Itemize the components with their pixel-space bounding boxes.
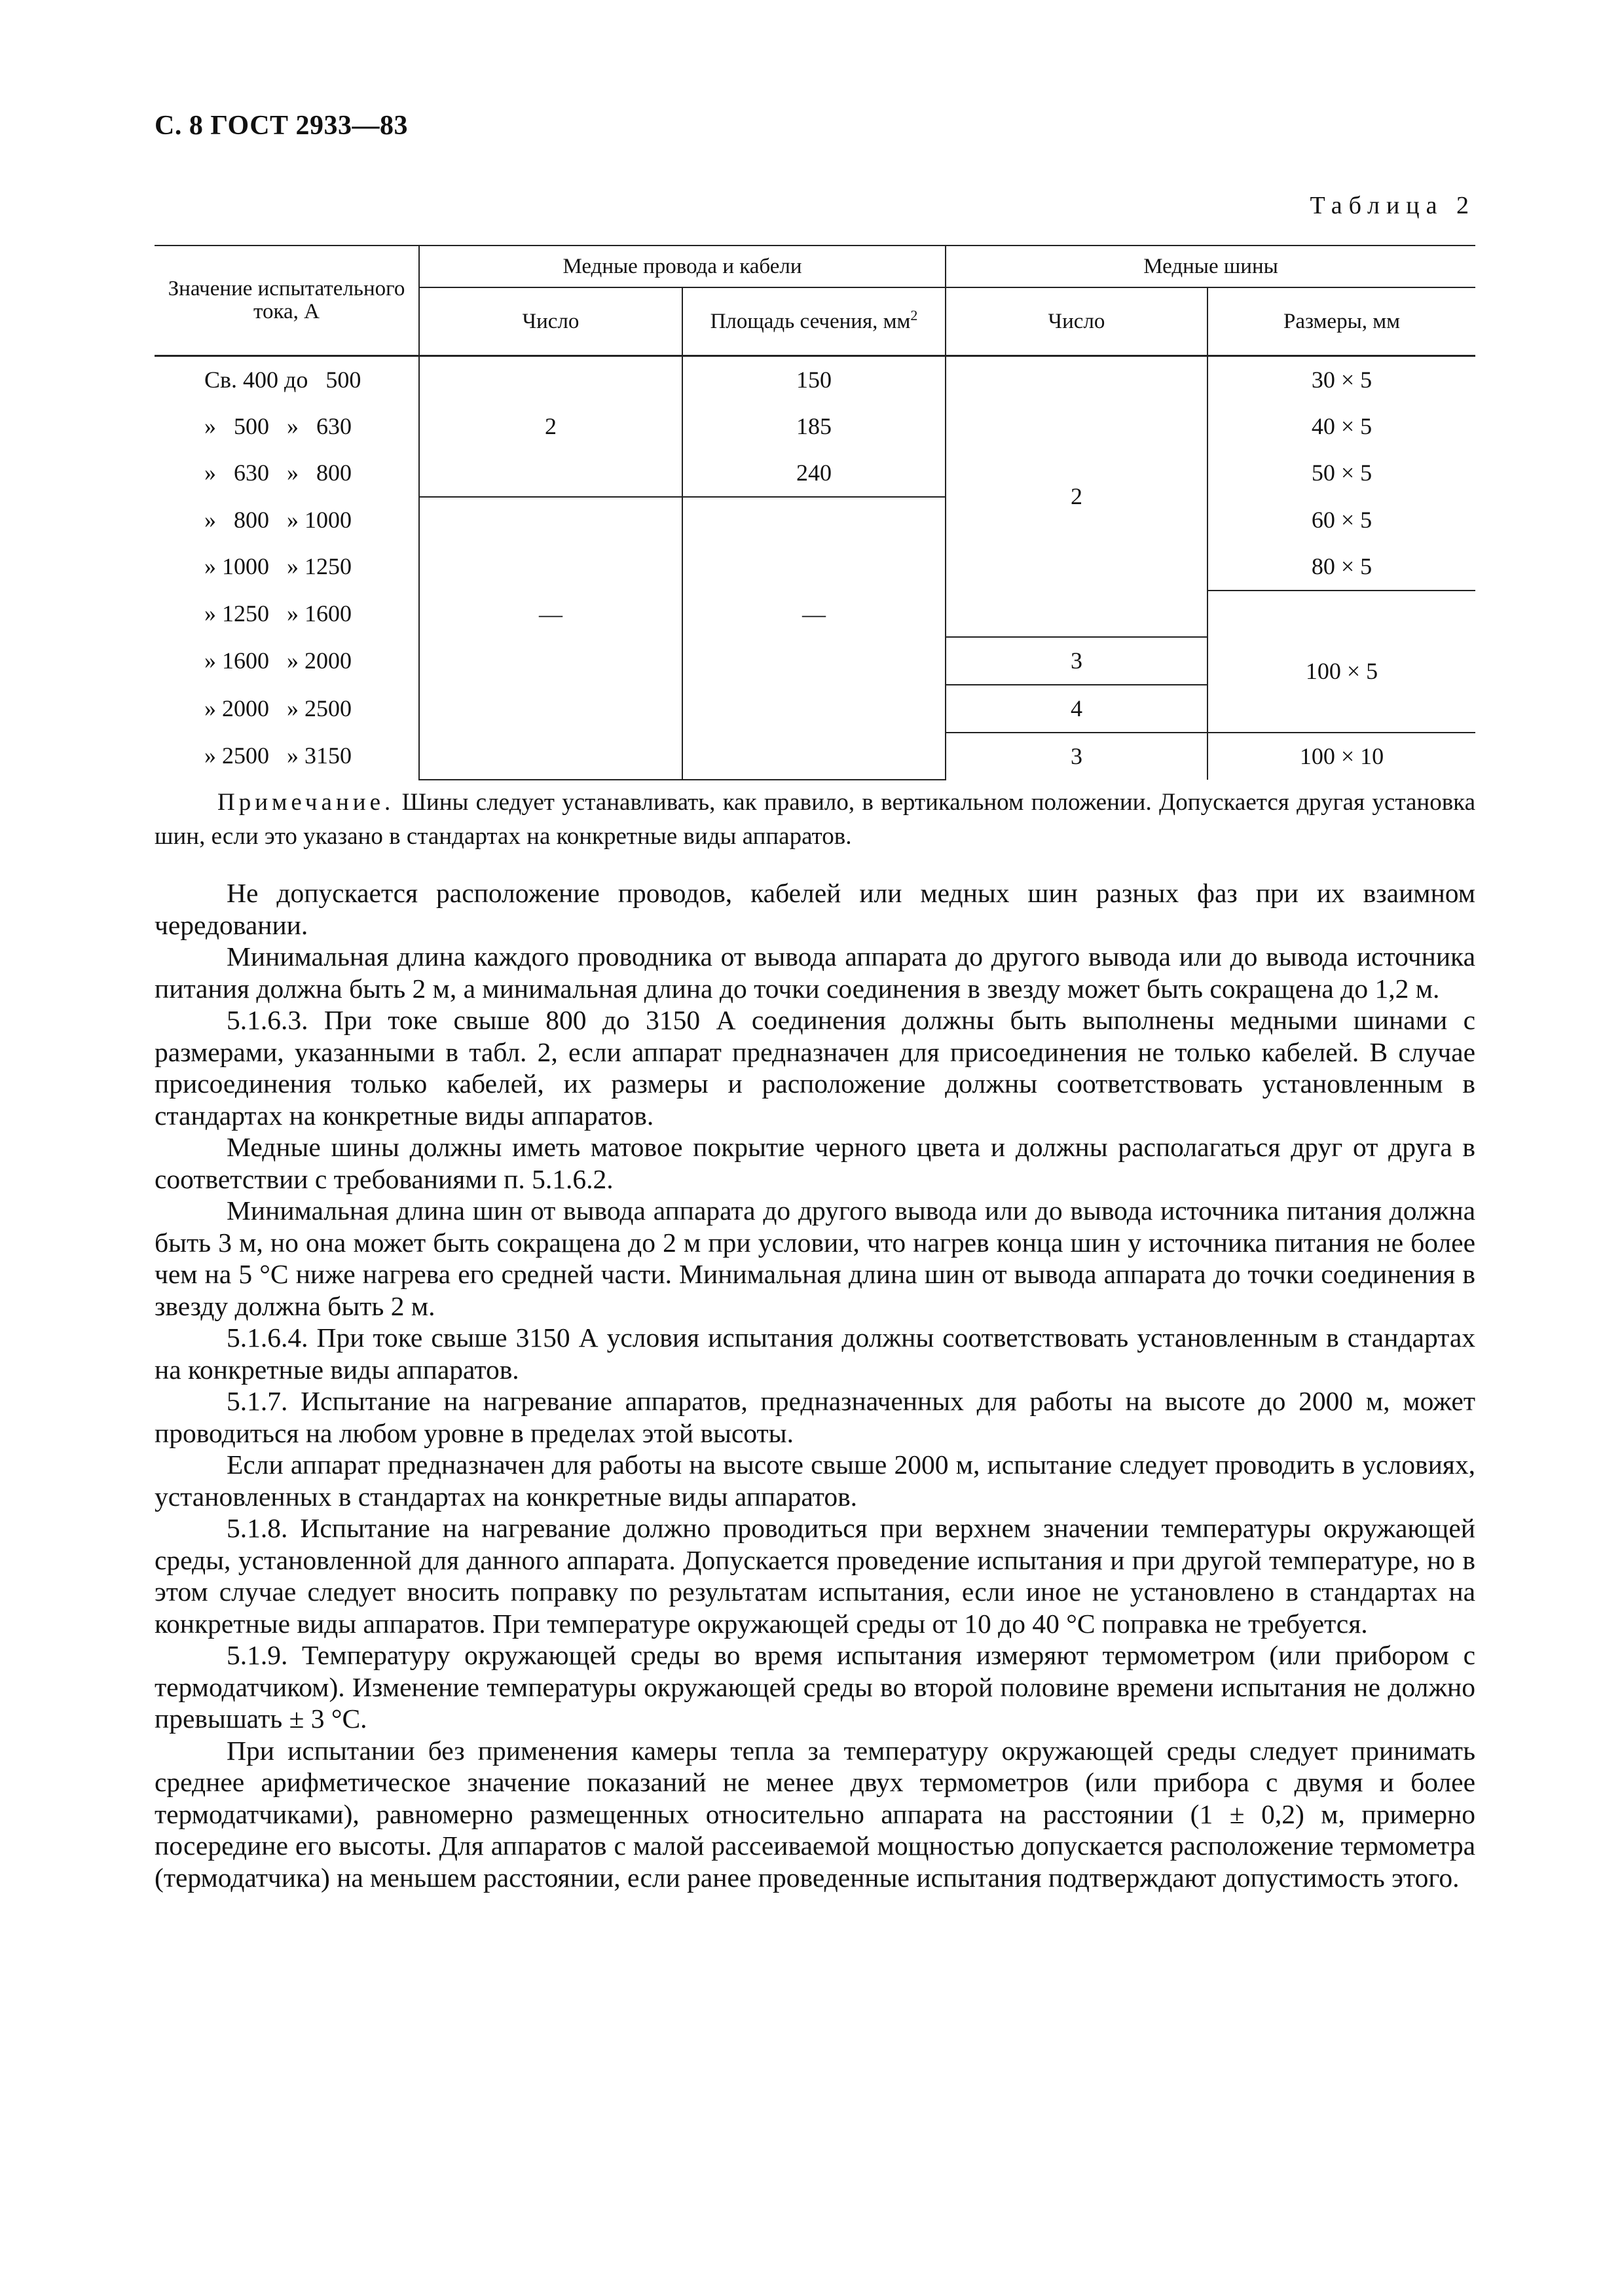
current-range: » 800 » 1000 xyxy=(155,497,419,543)
current-range: Св. 400 до 500 xyxy=(155,356,419,404)
current-range: » 1000 » 1250 xyxy=(155,543,419,591)
note-text: Шины следует устанавливать, как правило, в вертикальном положении. Допускается другая установка шин, если это указано в стандартах на конкретные виды аппаратов. xyxy=(155,789,1475,850)
paragraph: Медные шины должны иметь матовое покрытие черного цвета и должны располагаться друг от друга в соответствии с требованиями п. 5.1.6.2. xyxy=(155,1132,1475,1194)
cable-area-cell: 185 xyxy=(682,403,946,450)
current-range: » 630 » 800 xyxy=(155,450,419,497)
current-range: » 2000 » 2500 xyxy=(155,685,419,733)
paragraph: Если аппарат предназначен для работы на высоте свыше 2000 м, испытание следует проводить в условиях, установленных в стандартах на конкретные виды аппаратов. xyxy=(155,1449,1475,1512)
header-buses-count: Число xyxy=(946,287,1207,356)
paragraph: 5.1.6.4. При токе свыше 3150 А условия испытания должны соответствовать установленным в стандартах на конкретные виды аппаратов. xyxy=(155,1322,1475,1385)
bus-count-cell: 4 xyxy=(946,685,1207,733)
test-current-table xyxy=(155,245,1475,780)
bus-size-cell: 50 × 5 xyxy=(1207,450,1475,497)
current-range: » 500 » 630 xyxy=(155,403,419,450)
table-note xyxy=(155,786,1475,854)
bus-size-cell: 30 × 5 xyxy=(1207,356,1475,404)
cable-area-cell: — xyxy=(682,497,946,780)
cables-count-cell: — xyxy=(419,497,682,780)
header-cables-count: Число xyxy=(419,287,682,356)
bus-size-cell: 100 × 10 xyxy=(1207,733,1475,780)
note-label: Примечание. xyxy=(217,789,395,816)
current-range: » 1600 » 2000 xyxy=(155,637,419,685)
body-text xyxy=(155,877,1475,1893)
bus-size-cell: 80 × 5 xyxy=(1207,543,1475,591)
paragraph: 5.1.9. Температуру окружающей среды во время испытания измеряют термометром (или прибором с термодатчиком). Изменение температуры окружающей среды во второй половине времени испытания не должно превышать ± 3 °С. xyxy=(155,1640,1475,1734)
bus-count-cell: 2 xyxy=(946,356,1207,638)
header-buses-group: Медные шины xyxy=(946,246,1475,287)
current-range: » 1250 » 1600 xyxy=(155,591,419,637)
bus-count-cell: 3 xyxy=(946,733,1207,780)
cable-area-cell: 150 xyxy=(682,356,946,404)
paragraph: Минимальная длина каждого проводника от вывода аппарата до другого вывода или до вывода источника питания должна быть 2 м, а минимальная длина до точки соединения в звезду может быть сокращена до 1,2 м. xyxy=(155,941,1475,1004)
paragraph: При испытании без применения камеры тепла за температуру окружающей среды следует принимать среднее арифметическое значение показаний не менее двух термометров (или прибора с двумя и более термодатчиками), равномерно размещенных относительно аппарата на расстоянии (1 ± 0,2) м, примерно посередине его высоты. Для аппаратов с малой рассеиваемой мощностью допускается расположение термометра (термодатчика) на меньшем расстоянии, если ранее проведенные испытания подтверждают допустимость этого. xyxy=(155,1735,1475,1893)
header-cables-area: Площадь сечения, $мм^2$ xyxy=(682,287,946,356)
paragraph: Не допускается расположение проводов, кабелей или медных шин разных фаз при их взаимном чередовании. xyxy=(155,878,1475,940)
paragraph: 5.1.6.3. При токе свыше 800 до 3150 А соединения должны быть выполнены медными шинами с размерами, указанными в табл. 2, если аппарат предназначен для присоединения не только кабелей. В случае присоединения только кабелей, их размеры и расположение должны соответствовать установленным в стандартах на конкретные виды аппаратов. xyxy=(155,1005,1475,1131)
bus-size-cell: 40 × 5 xyxy=(1207,403,1475,450)
paragraph: Минимальная длина шин от вывода аппарата до другого вывода или до вывода источника питания должна быть 3 м, но она может быть сокращена до 2 м при условии, что нагрев конца шин у источника питания не более чем на 5 °С ниже нагрева его средней части. Минимальная длина шин от вывода аппарата до точки соединения в звезду должна быть 2 м. xyxy=(155,1195,1475,1321)
bus-size-cell: 60 × 5 xyxy=(1207,497,1475,543)
header-buses-size: Размеры, мм xyxy=(1207,287,1475,356)
table-caption: Таблица 2 xyxy=(1310,192,1475,219)
page-header: С. 8 ГОСТ 2933—83 xyxy=(155,111,409,141)
current-range: » 2500 » 3150 xyxy=(155,733,419,780)
paragraph: 5.1.7. Испытание на нагревание аппаратов, предназначенных для работы на высоте до 2000 м, может проводиться на любом уровне в пределах этой высоты. xyxy=(155,1386,1475,1448)
header-cables-group: Медные провода и кабели xyxy=(419,246,946,287)
bus-count-cell: 3 xyxy=(946,637,1207,685)
bus-size-cell: 100 × 5 xyxy=(1207,591,1475,733)
cables-count-cell: 2 xyxy=(419,356,682,498)
cable-area-cell: 240 xyxy=(682,450,946,497)
header-test-current: Значение испытательного тока, А xyxy=(155,246,419,356)
paragraph: 5.1.8. Испытание на нагревание должно проводиться при верхнем значении температуры окружающей среды, установленной для данного аппарата. Допускается проведение испытания и при другой температуре, но в этом случае следует вносить поправку по результатам испытания, если иное не установлено в стандартах на конкретные виды аппаратов. При температуре окружающей среды от 10 до 40 °С поправка не требуется. xyxy=(155,1513,1475,1639)
